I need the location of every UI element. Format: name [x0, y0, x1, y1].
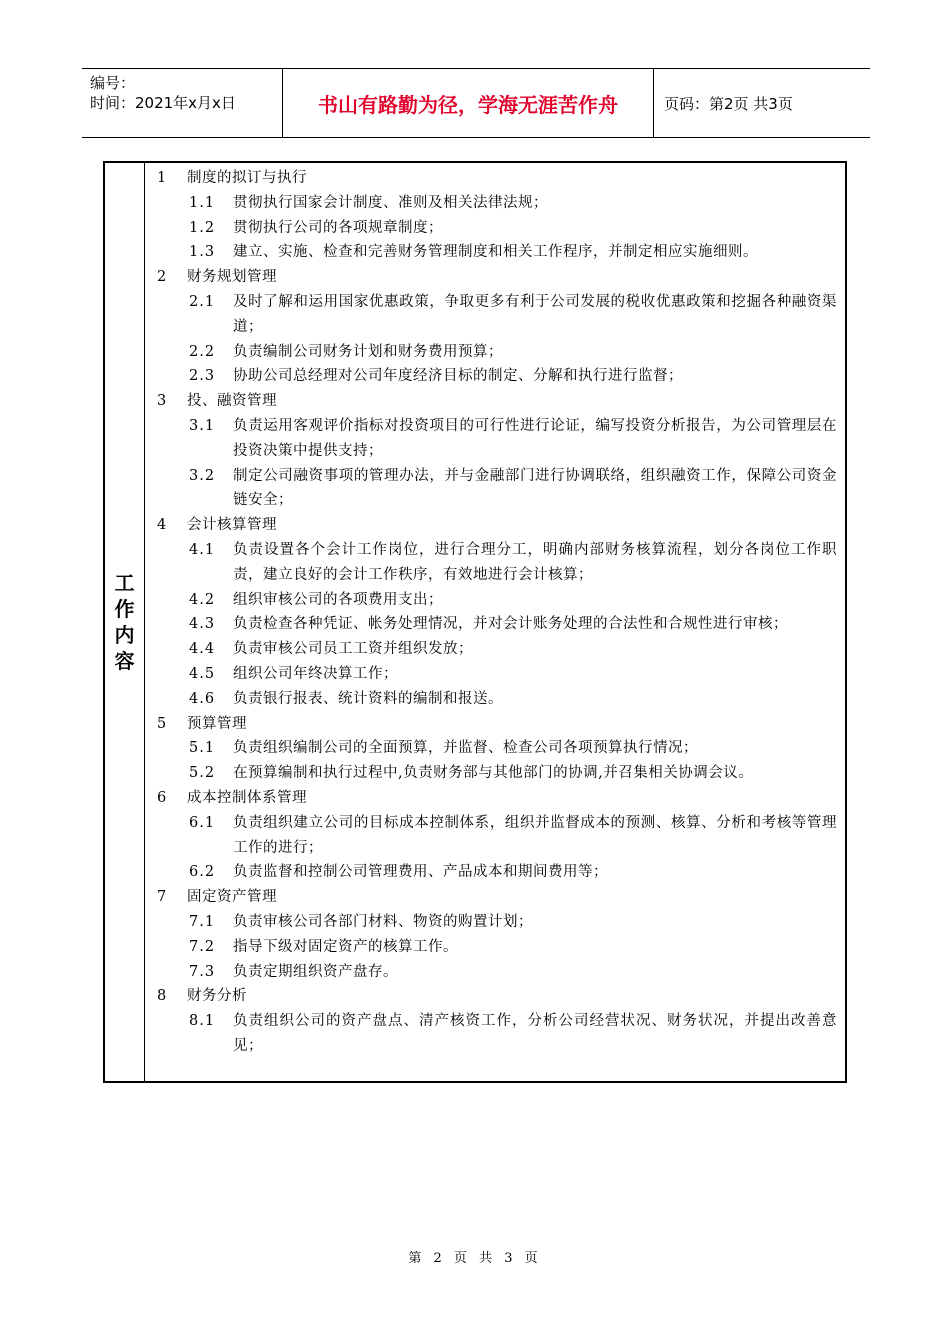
list-item	[145, 935, 837, 960]
section-number: 8	[157, 988, 167, 1005]
list-item	[145, 736, 837, 761]
duty-list	[145, 163, 845, 1081]
section-title: 固定资产管理	[187, 889, 277, 906]
section-heading	[145, 984, 837, 1009]
item-text: 负责银行报表、统计资料的编制和报送。	[233, 690, 503, 707]
item-number: 4.4	[189, 641, 216, 658]
item-text: 负责定期组织资产盘存。	[233, 963, 398, 980]
item-text: 负责检查各种凭证、帐务处理情况，并对会计账务处理的合法性和合规性进行审核；	[233, 616, 788, 633]
list-item	[145, 1009, 837, 1059]
section-number: 5	[157, 715, 167, 732]
header-meta	[82, 69, 282, 137]
section-heading	[145, 389, 837, 414]
item-number: 2.2	[189, 343, 216, 360]
page-footer: 第 2 页 共 3 页	[408, 1251, 542, 1266]
item-text: 负责组织建立公司的目标成本控制体系，组织并监督成本的预测、核算、分析和考核等管理工作的进行；	[233, 814, 837, 856]
side-label-char: 作	[114, 597, 135, 621]
section-heading	[145, 513, 837, 538]
item-text: 负责设置各个会计工作岗位，进行合理分工，明确内部财务核算流程，划分各岗位工作职责，建立良好的会计工作秩序，有效地进行会计核算；	[233, 541, 837, 583]
list-item	[145, 290, 837, 340]
item-number: 3.1	[189, 417, 216, 434]
section-number: 4	[157, 517, 167, 534]
item-text: 制定公司融资事项的管理办法，并与金融部门进行协调联络，组织融资工作，保障公司资金链安全；	[233, 467, 837, 509]
item-number: 8.1	[189, 1013, 216, 1030]
side-label	[105, 163, 145, 1081]
item-number: 2.1	[189, 293, 216, 310]
item-text: 负责组织编制公司的全面预算，并监督、检查公司各项预算执行情况；	[233, 740, 698, 757]
header-motto: 书山有路勤为径，学海无涯苦作舟	[282, 69, 654, 137]
item-number: 2.3	[189, 368, 216, 385]
work-content-table	[103, 161, 847, 1083]
list-item	[145, 191, 837, 216]
list-item	[145, 761, 837, 786]
list-item	[145, 588, 837, 613]
side-label-char: 内	[114, 623, 135, 647]
section-title: 会计核算管理	[187, 517, 277, 534]
item-number: 4.3	[189, 616, 216, 633]
list-item	[145, 662, 837, 687]
item-text: 协助公司总经理对公司年度经济目标的制定、分解和执行进行监督；	[233, 368, 683, 385]
item-text: 贯彻执行公司的各项规章制度；	[233, 219, 443, 236]
list-item	[145, 216, 837, 241]
item-text: 及时了解和运用国家优惠政策，争取更多有利于公司发展的税收优惠政策和挖掘各种融资渠道；	[233, 293, 837, 335]
item-text: 负责运用客观评价指标对投资项目的可行性进行论证，编写投资分析报告，为公司管理层在投资决策中提供支持；	[233, 417, 837, 459]
section-number: 6	[157, 789, 167, 806]
item-text: 指导下级对固定资产的核算工作。	[233, 938, 458, 955]
section-title: 成本控制体系管理	[187, 789, 307, 806]
item-text: 负责审核公司各部门材料、物资的购置计划；	[233, 913, 533, 930]
item-number: 6.2	[189, 864, 216, 881]
document-number: 编号：	[90, 74, 136, 92]
item-text: 建立、实施、检查和完善财务管理制度和相关工作程序，并制定相应实施细则。	[233, 244, 758, 261]
item-number: 1.3	[189, 244, 216, 261]
list-item	[145, 364, 837, 389]
item-text: 组织公司年终决算工作；	[233, 665, 398, 682]
section-heading	[145, 166, 837, 191]
list-item	[145, 340, 837, 365]
section-heading	[145, 712, 837, 737]
item-number: 4.5	[189, 665, 216, 682]
section-number: 1	[157, 170, 167, 186]
list-item	[145, 960, 837, 985]
section-number: 7	[157, 889, 167, 906]
section-title: 投、融资管理	[187, 393, 277, 410]
section-number: 3	[157, 393, 167, 410]
item-number: 1.1	[189, 194, 216, 211]
item-text: 负责监督和控制公司管理费用、产品成本和期间费用等；	[233, 864, 608, 881]
item-number: 7.2	[189, 938, 216, 955]
document-date: 时间：2021年x月x日	[90, 94, 236, 112]
list-item	[145, 687, 837, 712]
section-title: 财务规划管理	[187, 269, 277, 286]
item-number: 5.2	[189, 765, 216, 782]
side-label-char: 容	[114, 649, 135, 673]
item-text: 负责编制公司财务计划和财务费用预算；	[233, 343, 503, 360]
list-item	[145, 240, 837, 265]
item-number: 4.2	[189, 591, 216, 608]
page-header	[82, 68, 870, 138]
list-item	[145, 637, 837, 662]
section-title: 制度的拟订与执行	[187, 170, 307, 186]
section-heading	[145, 885, 837, 910]
list-item	[145, 910, 837, 935]
header-page-indicator: 页码：第2页 共3页	[664, 94, 793, 113]
list-item	[145, 414, 837, 464]
item-number: 4.6	[189, 690, 216, 707]
item-number: 7.3	[189, 963, 216, 980]
side-label-char: 工	[114, 571, 135, 595]
section-number: 2	[157, 269, 167, 286]
item-number: 6.1	[189, 814, 216, 831]
list-item	[145, 612, 837, 637]
item-text: 负责审核公司员工工资并组织发放；	[233, 641, 473, 658]
item-text: 负责组织公司的资产盘点、清产核资工作，分析公司经营状况、财务状况，并提出改善意见；	[233, 1013, 837, 1054]
section-heading	[145, 786, 837, 811]
item-text: 贯彻执行国家会计制度、准则及相关法律法规；	[233, 194, 548, 211]
list-item	[145, 811, 837, 861]
section-title: 财务分析	[187, 988, 247, 1005]
item-number: 1.2	[189, 219, 216, 236]
list-item	[145, 860, 837, 885]
section-title: 预算管理	[187, 715, 247, 732]
item-number: 5.1	[189, 740, 216, 757]
item-number: 4.1	[189, 541, 216, 558]
item-number: 7.1	[189, 913, 216, 930]
section-heading	[145, 265, 837, 290]
list-item	[145, 464, 837, 514]
item-text: 组织审核公司的各项费用支出；	[233, 591, 443, 608]
item-number: 3.2	[189, 467, 216, 484]
list-item	[145, 538, 837, 588]
item-text: 在预算编制和执行过程中,负责财务部与其他部门的协调,并召集相关协调会议。	[233, 765, 754, 782]
